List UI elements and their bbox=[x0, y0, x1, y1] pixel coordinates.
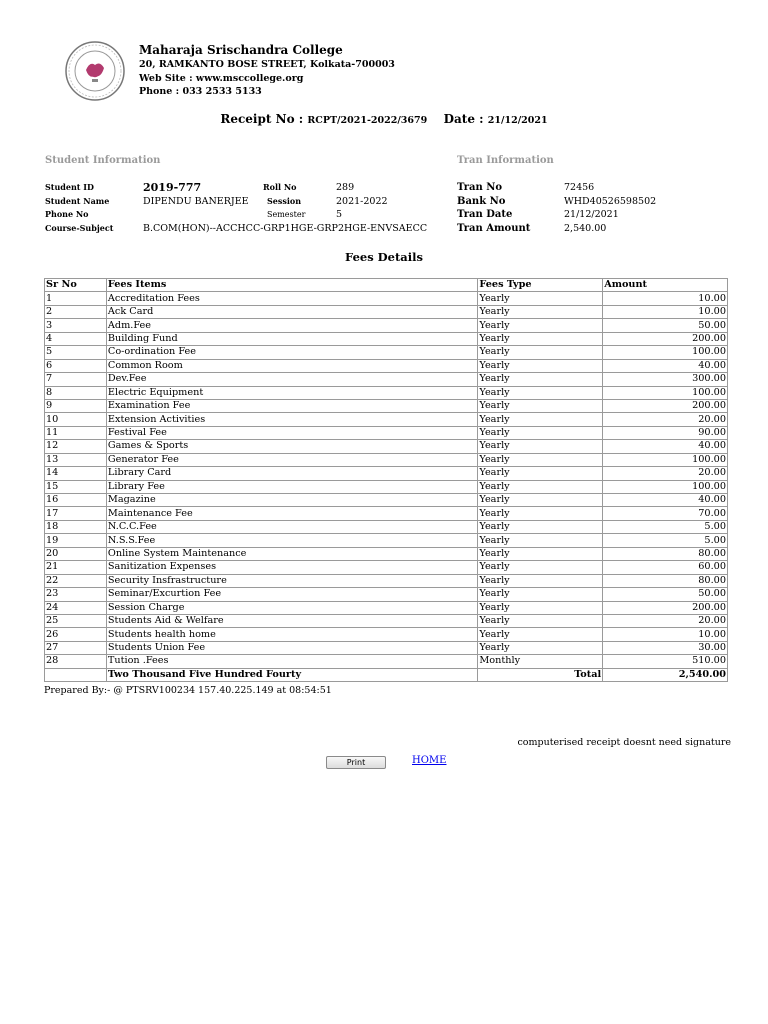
fee-item: N.S.S.Fee bbox=[106, 534, 477, 547]
fee-amount: 90.00 bbox=[603, 426, 728, 439]
fee-amount: 30.00 bbox=[603, 641, 728, 654]
fee-row bbox=[45, 614, 728, 627]
tran-values bbox=[564, 181, 656, 235]
print-button[interactable]: Print bbox=[326, 756, 386, 769]
session-value: 2021-2022 bbox=[336, 195, 388, 207]
fee-row bbox=[45, 292, 728, 305]
fee-sr-no: 5 bbox=[45, 346, 107, 359]
fee-item: Maintenance Fee bbox=[106, 507, 477, 520]
fee-item: Students Aid & Welfare bbox=[106, 614, 477, 627]
fee-sr-no: 27 bbox=[45, 641, 107, 654]
fee-amount: 200.00 bbox=[603, 399, 728, 412]
fee-item: Co-ordination Fee bbox=[106, 346, 477, 359]
fee-type: Yearly bbox=[478, 426, 603, 439]
fee-item: Library Fee bbox=[106, 480, 477, 493]
fee-row bbox=[45, 547, 728, 560]
college-address: 20, RAMKANTO BOSE STREET, Kolkata-700003 bbox=[139, 59, 395, 70]
academic-labels bbox=[263, 181, 305, 222]
semester-label: Semester bbox=[267, 210, 306, 219]
fee-row bbox=[45, 426, 728, 439]
signature-note: computerised receipt doesnt need signature bbox=[517, 737, 731, 748]
header-fees-type: Fees Type bbox=[478, 279, 603, 292]
student-id-value: 2019-777 bbox=[143, 181, 202, 194]
college-website: Web Site : www.msccollege.org bbox=[139, 72, 304, 84]
fee-sr-no: 13 bbox=[45, 453, 107, 466]
fee-row bbox=[45, 494, 728, 507]
fee-row bbox=[45, 467, 728, 480]
fee-row bbox=[45, 332, 728, 345]
fee-amount: 80.00 bbox=[603, 574, 728, 587]
fees-table-header bbox=[45, 279, 728, 292]
roll-no-label: Roll No bbox=[263, 182, 297, 192]
fee-item: Extension Activities bbox=[106, 413, 477, 426]
fee-row bbox=[45, 305, 728, 318]
header-fees-items: Fees Items bbox=[106, 279, 477, 292]
fee-amount: 200.00 bbox=[603, 332, 728, 345]
fee-type: Yearly bbox=[478, 399, 603, 412]
tran-no-value: 72456 bbox=[564, 182, 595, 193]
fee-item: Building Fund bbox=[106, 332, 477, 345]
fee-amount: 40.00 bbox=[603, 440, 728, 453]
fee-row bbox=[45, 346, 728, 359]
fee-row bbox=[45, 413, 728, 426]
fee-row bbox=[45, 399, 728, 412]
fee-row bbox=[45, 574, 728, 587]
tran-info-title: Tran Information bbox=[457, 155, 554, 166]
fee-row bbox=[45, 480, 728, 493]
fee-type: Yearly bbox=[478, 628, 603, 641]
fee-sr-no: 19 bbox=[45, 534, 107, 547]
fee-sr-no: 16 bbox=[45, 494, 107, 507]
fee-row bbox=[45, 359, 728, 372]
roll-no-value: 289 bbox=[336, 182, 355, 193]
fee-sr-no: 9 bbox=[45, 399, 107, 412]
total-in-words: Two Thousand Five Hundred Fourty bbox=[106, 668, 477, 681]
tran-no-label: Tran No bbox=[457, 182, 503, 193]
fee-row bbox=[45, 319, 728, 332]
fee-type: Yearly bbox=[478, 413, 603, 426]
fee-amount: 70.00 bbox=[603, 507, 728, 520]
fee-amount: 100.00 bbox=[603, 480, 728, 493]
fee-type: Yearly bbox=[478, 641, 603, 654]
fee-sr-no: 26 bbox=[45, 628, 107, 641]
fee-item: Session Charge bbox=[106, 601, 477, 614]
fee-type: Yearly bbox=[478, 507, 603, 520]
fee-sr-no: 8 bbox=[45, 386, 107, 399]
tran-date-label: Tran Date bbox=[457, 209, 513, 220]
fee-type: Yearly bbox=[478, 453, 603, 466]
student-info-title: Student Information bbox=[45, 155, 161, 166]
fee-item: Security Insfrastructure bbox=[106, 574, 477, 587]
fee-amount: 100.00 bbox=[603, 453, 728, 466]
fee-sr-no: 21 bbox=[45, 561, 107, 574]
fee-row bbox=[45, 655, 728, 668]
fee-row bbox=[45, 386, 728, 399]
course-subject-label: Course-Subject bbox=[45, 222, 114, 233]
student-name-label: Student Name bbox=[45, 195, 110, 206]
fee-item: Examination Fee bbox=[106, 399, 477, 412]
fee-item: Seminar/Excurtion Fee bbox=[106, 588, 477, 601]
fee-row bbox=[45, 601, 728, 614]
fee-amount: 5.00 bbox=[603, 534, 728, 547]
fee-type: Yearly bbox=[478, 480, 603, 493]
academic-values bbox=[336, 181, 388, 222]
fee-item: Festival Fee bbox=[106, 426, 477, 439]
fee-amount: 80.00 bbox=[603, 547, 728, 560]
fee-row bbox=[45, 507, 728, 520]
total-label: Total bbox=[478, 668, 603, 681]
fee-item: Students Union Fee bbox=[106, 641, 477, 654]
fee-amount: 100.00 bbox=[603, 386, 728, 399]
prepared-by: Prepared By:- @ PTSRV100234 157.40.225.149 at 08:54:51 bbox=[44, 685, 332, 696]
fee-sr-no: 14 bbox=[45, 467, 107, 480]
home-link[interactable]: HOME bbox=[412, 755, 447, 766]
fee-type: Yearly bbox=[478, 332, 603, 345]
header-sr-no: Sr No bbox=[45, 279, 107, 292]
fee-item: Common Room bbox=[106, 359, 477, 372]
fee-amount: 10.00 bbox=[603, 628, 728, 641]
fee-sr-no: 7 bbox=[45, 373, 107, 386]
fee-amount: 20.00 bbox=[603, 614, 728, 627]
fee-row bbox=[45, 453, 728, 466]
fee-amount: 300.00 bbox=[603, 373, 728, 386]
fee-sr-no: 15 bbox=[45, 480, 107, 493]
fee-sr-no: 6 bbox=[45, 359, 107, 372]
fees-details-title: Fees Details bbox=[345, 250, 423, 264]
header-amount: Amount bbox=[603, 279, 728, 292]
fee-amount: 50.00 bbox=[603, 588, 728, 601]
fee-amount: 100.00 bbox=[603, 346, 728, 359]
fee-amount: 60.00 bbox=[603, 561, 728, 574]
receipt-date-value: 21/12/2021 bbox=[487, 115, 548, 126]
fee-amount: 10.00 bbox=[603, 292, 728, 305]
fee-sr-no: 1 bbox=[45, 292, 107, 305]
fee-item: Students health home bbox=[106, 628, 477, 641]
fee-type: Yearly bbox=[478, 359, 603, 372]
fee-item: Accreditation Fees bbox=[106, 292, 477, 305]
fee-amount: 20.00 bbox=[603, 413, 728, 426]
fee-item: Generator Fee bbox=[106, 453, 477, 466]
fee-type: Yearly bbox=[478, 467, 603, 480]
college-header bbox=[64, 40, 704, 104]
fee-row bbox=[45, 561, 728, 574]
session-label: Session bbox=[267, 195, 302, 206]
fee-item: Adm.Fee bbox=[106, 319, 477, 332]
fee-type: Yearly bbox=[478, 386, 603, 399]
fee-sr-no: 4 bbox=[45, 332, 107, 345]
fee-sr-no: 18 bbox=[45, 520, 107, 533]
fee-type: Monthly bbox=[478, 655, 603, 668]
fee-type: Yearly bbox=[478, 561, 603, 574]
fee-row bbox=[45, 588, 728, 601]
fee-item: Electric Equipment bbox=[106, 386, 477, 399]
fee-sr-no: 2 bbox=[45, 305, 107, 318]
fee-type: Yearly bbox=[478, 346, 603, 359]
fee-amount: 510.00 bbox=[603, 655, 728, 668]
fee-row bbox=[45, 440, 728, 453]
fee-sr-no: 12 bbox=[45, 440, 107, 453]
fee-amount: 50.00 bbox=[603, 319, 728, 332]
fee-type: Yearly bbox=[478, 614, 603, 627]
tran-date-value: 21/12/2021 bbox=[564, 209, 619, 220]
fee-amount: 5.00 bbox=[603, 520, 728, 533]
fee-amount: 10.00 bbox=[603, 305, 728, 318]
fee-sr-no: 20 bbox=[45, 547, 107, 560]
fee-type: Yearly bbox=[478, 520, 603, 533]
fee-sr-no: 10 bbox=[45, 413, 107, 426]
fee-type: Yearly bbox=[478, 305, 603, 318]
receipt-no-value: RCPT/2021-2022/3679 bbox=[307, 115, 428, 126]
receipt-no-label: Receipt No : bbox=[220, 112, 304, 126]
fee-sr-no: 17 bbox=[45, 507, 107, 520]
student-id-label: Student ID bbox=[45, 182, 94, 192]
tran-amount-label: Tran Amount bbox=[457, 222, 531, 234]
fee-type: Yearly bbox=[478, 574, 603, 587]
student-labels bbox=[45, 181, 113, 235]
fee-type: Yearly bbox=[478, 292, 603, 305]
fee-sr-no: 24 bbox=[45, 601, 107, 614]
tran-labels bbox=[457, 181, 530, 235]
fee-item: Ack Card bbox=[106, 305, 477, 318]
total-amount: 2,540.00 bbox=[603, 668, 728, 681]
fee-sr-no: 3 bbox=[45, 319, 107, 332]
tran-amount-value: 2,540.00 bbox=[564, 222, 607, 234]
fee-row bbox=[45, 373, 728, 386]
fee-item: Magazine bbox=[106, 494, 477, 507]
fee-type: Yearly bbox=[478, 494, 603, 507]
fee-row bbox=[45, 520, 728, 533]
fee-sr-no: 23 bbox=[45, 588, 107, 601]
fee-row bbox=[45, 641, 728, 654]
receipt-date-label: Date : bbox=[443, 112, 484, 126]
fee-type: Yearly bbox=[478, 440, 603, 453]
fee-type: Yearly bbox=[478, 319, 603, 332]
course-subject-value: B.COM(HON)--ACCHCC-GRP1HGE-GRP2HGE-ENVSAECC bbox=[143, 222, 428, 234]
college-phone: Phone : 033 2533 5133 bbox=[139, 86, 262, 97]
fee-amount: 40.00 bbox=[603, 359, 728, 372]
fees-total-row bbox=[45, 668, 728, 681]
fee-item: N.C.C.Fee bbox=[106, 520, 477, 533]
fee-amount: 200.00 bbox=[603, 601, 728, 614]
fee-row bbox=[45, 534, 728, 547]
fee-sr-no: 25 bbox=[45, 614, 107, 627]
fee-item: Games & Sports bbox=[106, 440, 477, 453]
fee-type: Yearly bbox=[478, 601, 603, 614]
fee-amount: 40.00 bbox=[603, 494, 728, 507]
fee-item: Online System Maintenance bbox=[106, 547, 477, 560]
fee-type: Yearly bbox=[478, 588, 603, 601]
fees-table bbox=[44, 278, 728, 682]
bank-no-value: WHD40526598502 bbox=[564, 195, 657, 207]
fee-sr-no: 22 bbox=[45, 574, 107, 587]
fee-item: Tution .Fees bbox=[106, 655, 477, 668]
bank-no-label: Bank No bbox=[457, 195, 506, 207]
fee-item: Library Card bbox=[106, 467, 477, 480]
fee-type: Yearly bbox=[478, 547, 603, 560]
semester-value: 5 bbox=[336, 209, 343, 220]
fee-type: Yearly bbox=[478, 373, 603, 386]
college-name: Maharaja Srischandra College bbox=[139, 43, 343, 57]
fee-type: Yearly bbox=[478, 534, 603, 547]
fee-sr-no: 11 bbox=[45, 426, 107, 439]
student-name-value: DIPENDU BANERJEE bbox=[143, 195, 249, 207]
fee-item: Dev.Fee bbox=[106, 373, 477, 386]
receipt-heading bbox=[0, 112, 768, 126]
fee-row bbox=[45, 628, 728, 641]
fee-item: Sanitization Expenses bbox=[106, 561, 477, 574]
fee-amount: 20.00 bbox=[603, 467, 728, 480]
college-seal-logo bbox=[64, 40, 126, 102]
phone-no-label: Phone No bbox=[45, 209, 89, 219]
fee-sr-no: 28 bbox=[45, 655, 107, 668]
